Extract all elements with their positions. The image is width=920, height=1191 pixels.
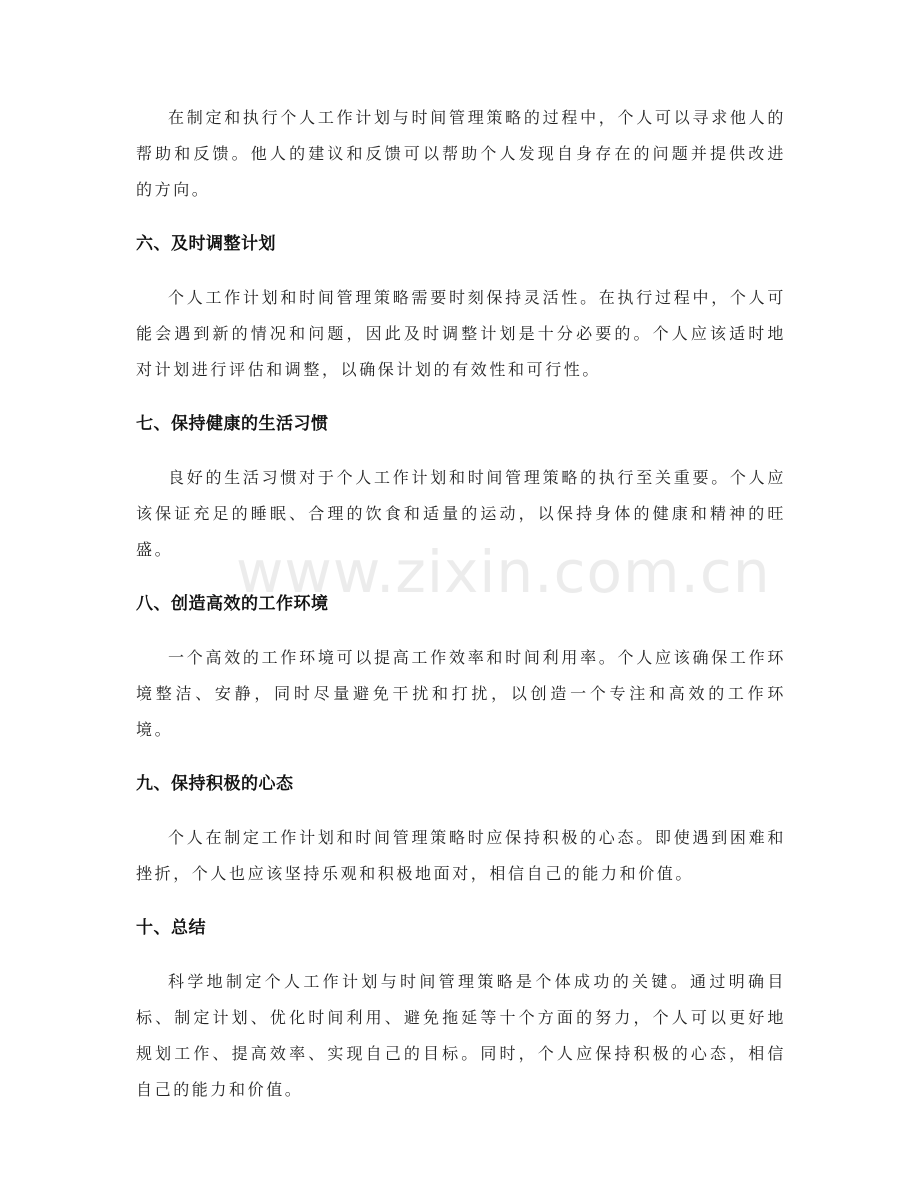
- section-7-heading: 七、保持健康的生活习惯: [136, 414, 329, 434]
- section-8-paragraph: 一个高效的工作环境可以提高工作效率和时间利用率。个人应该确保工作环境整洁、安静，同时尽量避免干扰和打扰，以创造一个专注和高效的工作环境。: [136, 648, 786, 739]
- section-10-paragraph: 科学地制定个人工作计划与时间管理策略是个体成功的关键。通过明确目标、制定计划、优化时间利用、避免拖延等十个方面的努力，个人可以更好地规划工作、提高效率、实现自己的目标。同时，个人应保持积极的心态，相信自己的能力和价值。: [136, 972, 786, 1099]
- section-10-heading: 十、总结: [136, 918, 206, 938]
- section-9-heading: 九、保持积极的心态: [136, 774, 294, 794]
- section-9-paragraph: 个人在制定工作计划和时间管理策略时应保持积极的心态。即使遇到困难和挫折，个人也应该坚持乐观和积极地面对，相信自己的能力和价值。: [136, 828, 786, 883]
- section-6-paragraph: 个人工作计划和时间管理策略需要时刻保持灵活性。在执行过程中，个人可能会遇到新的情况和问题，因此及时调整计划是十分必要的。个人应该适时地对计划进行评估和调整，以确保计划的有效性和可行性。: [136, 288, 786, 379]
- intro-paragraph: 在制定和执行个人工作计划与时间管理策略的过程中，个人可以寻求他人的帮助和反馈。他人的建议和反馈可以帮助个人发现自身存在的问题并提供改进的方向。: [136, 108, 786, 199]
- section-6-heading: 六、及时调整计划: [136, 234, 276, 254]
- document-page: [136, 100, 786, 1108]
- watermark: www.zixin.com.cn: [236, 538, 771, 606]
- section-8-heading: 八、创造高效的工作环境: [136, 594, 329, 614]
- section-7-paragraph: 良好的生活习惯对于个人工作计划和时间管理策略的执行至关重要。个人应该保证充足的睡眠、合理的饮食和适量的运动，以保持身体的健康和精神的旺盛。: [136, 468, 786, 559]
